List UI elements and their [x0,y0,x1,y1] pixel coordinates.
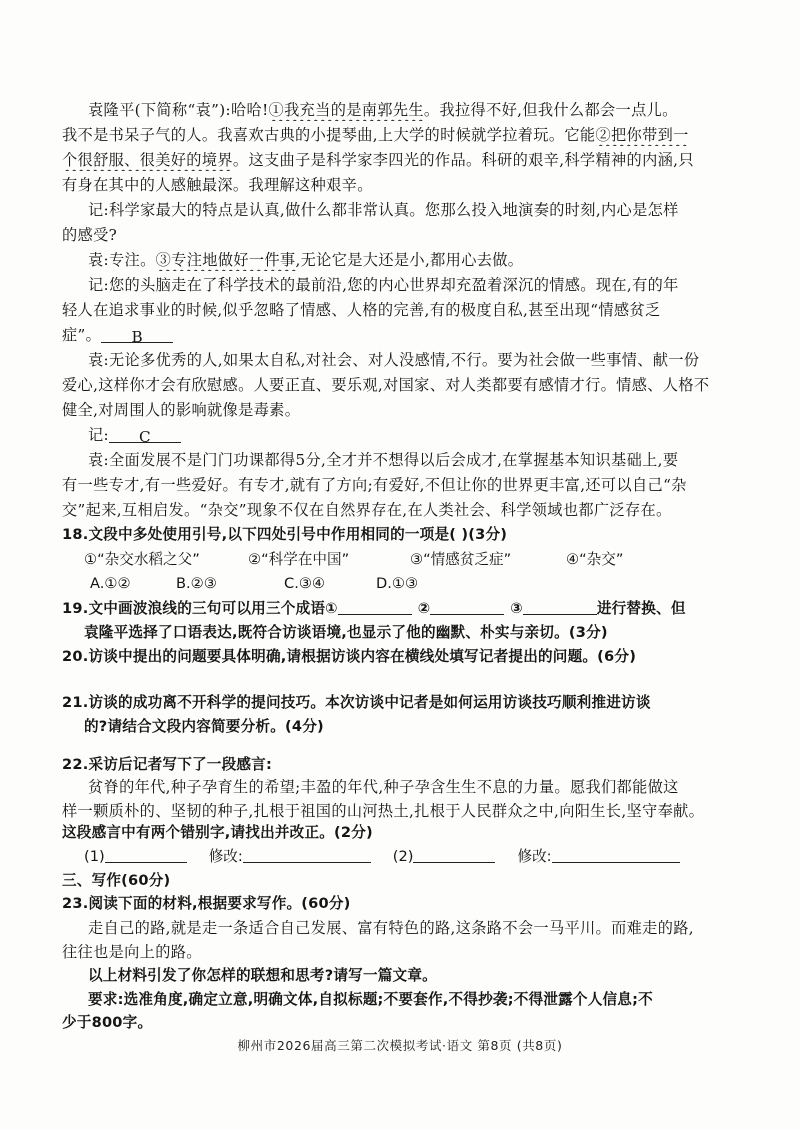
q23-requirements: 要求:选准角度,确定立意,明确文体,自拟标题;不要套作,不得抄袭;不得泄露个人信息;不 [88,991,653,1008]
blank-c[interactable]: C [109,426,181,443]
interview-line: 记:科学家最大的特点是认真,做什么都非常认真。您那么投入地演奏的时刻,内心是怎样 [88,201,679,219]
q18-item-1: ①“杂交水稻之父” [84,551,200,568]
q23-requirements-line2: 少于800字。 [62,1014,153,1031]
interview-line: 记:您的头脑走在了科学技术的最前沿,您的内心世界却充盈着深沉的情感。现在,有的年 [88,276,679,294]
wavy-underlined-phrase-2a: ②把你带到一 [595,126,689,144]
interview-line: 健全,对周围人的影响就像是毒素。 [62,401,301,419]
interview-line: 袁:无论多优秀的人,如果太自私,对社会、对人没感情,不行。要为社会做一些事情、献一份 [88,351,700,369]
question-21-line2: 的?请结合文段内容简要分析。(4分) [84,718,324,735]
q22-fill-row: (1) 修改: (2) 修改: [84,846,680,868]
q23-material-line: 往往也是向上的路。 [62,943,202,961]
blank-b[interactable]: B [101,326,173,343]
interview-line: 我不是书呆子气的人。我喜欢古典的小提琴曲,上大学的时候就学拉着玩。它能②把你带到一 [62,126,689,144]
interview-line: 袁:全面发展不是门门功课都得5分,全才并不想得以后会成才,在掌握基本知识基础上,要 [88,451,679,469]
q23-material-line: 走自己的路,就是走一条适合自己发展、富有特色的路,这条路不会一马平川。而难走的路, [88,919,694,937]
interview-line: 袁:专注。③专注地做好一件事,无论它是大还是小,都用心去做。 [88,251,524,269]
interview-line: 个很舒服、很美好的境界。这支曲子是科学家李四光的作品。科研的艰辛,科学精神的内涵,只 [62,151,694,169]
question-19-stem: 19.文中画波浪线的三句可以用三个成语① ② ③ 进行替换、但 [62,600,686,617]
q18-choice-c[interactable]: C.③④ [284,575,325,592]
q18-item-4: ④“杂交” [566,551,624,568]
q22-fix-2[interactable] [552,846,680,863]
wavy-underlined-phrase-1: ①我充当的是南郭先生 [268,101,424,119]
q19-blank-1[interactable] [338,598,412,615]
q23-prompt: 以上材料引发了你怎样的联想和思考?请写一篇文章。 [88,967,437,984]
q19-blank-3[interactable] [523,598,597,615]
page-footer: 柳州市2026届高三第二次模拟考试·语文 第8页 (共8页) [237,1038,563,1053]
interview-line: 爱心,这样你才会有欣慰感。人要正直、要乐观,对国家、对人类都要有感情才行。情感、人格不 [62,376,710,394]
q18-item-2: ②“科学在中国” [248,551,350,568]
q18-choice-d[interactable]: D.①③ [376,575,419,592]
q18-choice-b[interactable]: B.②③ [176,575,217,592]
interview-line: 症”。 B [62,324,738,346]
interview-line: 有身在其中的人感触最深。我理解这种艰辛。 [62,176,373,194]
interview-line: 袁隆平(下简称“袁”):哈哈!①我充当的是南郭先生。我拉得不好,但我什么都会一点儿。 [88,101,678,119]
question-22-ask: 这段感言中有两个错别字,请找出并改正。(2分) [62,824,373,841]
q22-wrong-char-2[interactable] [413,846,495,863]
section-3-heading: 三、写作(60分) [62,872,171,889]
wavy-underlined-phrase-3: ③专注地做好一件事 [155,251,296,269]
wavy-underlined-phrase-2b: 个很舒服、很美好的境界 [62,151,233,169]
question-19-line2: 袁隆平选择了口语表达,既符合访谈语境,也显示了他的幽默、朴实与亲切。(3分) [84,624,608,641]
question-22-stem: 22.采访后记者写下了一段感言: [62,756,273,773]
interview-line: 交”起来,互相启发。“杂交”现象不仅在自然界存在,在人类社会、科学领域也都广泛存在。 [62,501,672,519]
q22-wrong-char-1[interactable] [105,846,187,863]
q18-item-3: ③“情感贫乏症” [410,551,512,568]
interview-line: 轻人在追求事业的时候,似乎忽略了情感、人格的完善,有的极度自私,甚至出现“情感贫乏 [62,301,661,319]
question-20-stem: 20.访谈中提出的问题要具体明确,请根据访谈内容在横线处填写记者提出的问题。(6分) [62,648,637,665]
q22-quote-line: 贫脊的年代,种子孕育生的希望;丰盈的年代,种子孕含生生不息的力量。愿我们都能做这 [88,778,679,796]
q18-choice-a[interactable]: A.①② [90,575,131,592]
q19-blank-2[interactable] [430,598,504,615]
interview-line: 有一些专才,有一些爱好。有专才,就有了方向;有爱好,不但让你的世界更丰富,还可以自己“杂 [62,476,687,494]
q22-quote-line: 样一颗质朴的、坚韧的种子,扎根于祖国的山河热土,扎根于人民群众之中,向阳生长,坚守奉献。 [62,802,705,820]
question-21-stem: 21.访谈的成功离不开科学的提问技巧。本次访谈中记者是如何运用访谈技巧顺利推进访谈 [62,694,651,711]
q22-fix-1[interactable] [243,846,371,863]
interview-line: 记: C [88,424,738,446]
question-18-stem: 18.文段中多处使用引号,以下四处引号中作用相同的一项是( )(3分) [62,526,508,543]
interview-line: 的感受? [62,226,118,244]
question-23-stem: 23.阅读下面的材料,根据要求写作。(60分) [62,895,351,912]
